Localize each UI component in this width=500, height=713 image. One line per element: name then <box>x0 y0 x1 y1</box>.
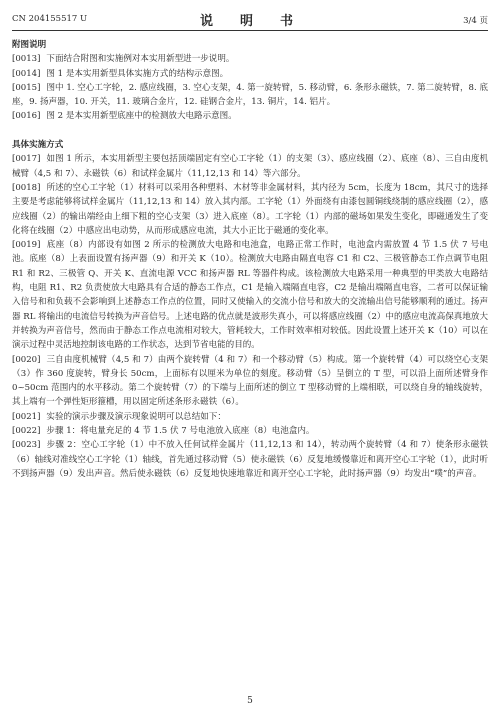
header-divider <box>12 30 488 31</box>
paragraph-number: [0018] <box>12 182 41 193</box>
document-body <box>12 38 488 481</box>
page-info: 3/4 页 <box>463 16 488 26</box>
paragraph-0021 <box>12 410 488 424</box>
paragraph-number: [0022] <box>12 426 41 437</box>
paragraph-number: [0015] <box>12 82 41 93</box>
page-number: 5 <box>247 696 253 706</box>
paragraph-number: [0017] <box>12 154 41 165</box>
paragraph-0014 <box>12 67 488 81</box>
paragraph-0018 <box>12 181 488 238</box>
paragraph-text: 步骤 1：将电量充足的 4 节 1.5 伏 7 号电池放入底座（8）电池盒内。 <box>46 426 315 437</box>
patent-number: CN 204155517 U <box>12 14 88 24</box>
paragraph-number: [0016] <box>12 111 41 122</box>
paragraph-text: 底座（8）内部设有如图 2 所示的检测放大电路和电池盒，电路正常工作时，电池盒内需放置 4 节 1.5 伏 7 号电池。底座（8）上表面设置有扬声器（9）和开关 K（10）。检测放大电路由隔直电容 C1 和 C2、三极管静态工作点调节电阻 R1 和 R2、三极管 Q、开关 K、直流电源 VCC 和扬声器 RL 等器件构成。该检测放大电路采用一种典型的甲类放大电路结构，电阻 R1、R2 负责使放大电路具有合适的静态工作点，C1 是输入端隔直电容，C2 是输出端隔直电容，二者可以保证输入信号和和负载不会影响到上述静态工作点的位置，同时又使输入的交流小信号和放大的交流输出信号能够顺利的通过。扬声器 RL 将输出的电流信号转换为声音信号。上述电路的优点就是波形失真小，可以将感应线圈（2）中的感应电流高保真地放大并转换为声音信号，然而由于静态工作点电流相对较大，管耗较大，工作时效率相对较低。因此设置上述开关 K（10）可以在演示过程中灵活地控制该电路的工作状态，达到节省电能的目的。 <box>12 240 488 351</box>
paragraph-number: [0019] <box>12 240 41 251</box>
paragraph-0023 <box>12 438 488 481</box>
paragraph-number: [0014] <box>12 68 41 79</box>
paragraph-number: [0013] <box>12 54 41 65</box>
paragraph-text: 下面结合附图和实施例对本实用新型进一步说明。 <box>46 54 235 65</box>
paragraph-text: 图中 1. 空心工字轮，2. 感应线圈，3. 空心支架，4. 第一旋转臂，5. 移动臂，6. 条形永磁铁，7. 第二旋转臂，8. 底座，9. 扬声器，10. 开关，11. 玻璃合金片，12. 硅钢合金片，13. 铜片，14. 铝片。 <box>12 82 488 108</box>
paragraph-text: 图 1 是本实用新型具体实施方式的结构示意图。 <box>46 68 229 79</box>
paragraph-0016 <box>12 109 488 123</box>
paragraph-0017 <box>12 152 488 181</box>
section-heading-embodiment: 具体实施方式 <box>12 140 64 151</box>
paragraph-text: 如图 1 所示，本实用新型主要包括顶端固定有空心工字轮（1）的支架（3）、感应线圈（2）、底座（8）、三自由度机械臂（4,5 和 7）、永磁铁（6）和试样金属片（11,12,13 和 14）等六部分。 <box>12 154 488 179</box>
paragraph-0013 <box>12 52 488 66</box>
paragraph-text: 三自由度机械臂（4,5 和 7）由两个旋转臂（4 和 7）和一个移动臂（5）构成。第一个旋转臂（4）可以绕空心支架（3）作 360 度旋转，臂身长 50cm，上面标有以厘米为单位的刻度。移动臂（5）呈倒立的 T 型，可以沿上面所述臂身作 0~50cm 范围内的水平移动。第二个旋转臂（7）的下端与上面所述的倒立 T 型移动臂的上端相联，可以绕自身的轴线旋转，其上端有一个弹性矩形箍槽，用以固定所述条形永磁铁（6）。 <box>12 354 488 408</box>
paragraph-number: [0021] <box>12 411 41 422</box>
section-heading-figures: 附图说明 <box>12 40 47 50</box>
paragraph-0019 <box>12 238 488 352</box>
paragraph-0020 <box>12 353 488 410</box>
paragraph-text: 所述的空心工字轮（1）材料可以采用各种塑料、木材等非金属材料，其内径为 5cm，长度为 18cm，其尺寸的选择主要是考虑能够将试样金属片（11,12,13 和 14）放入其内部。工字轮（1）外面绕有由漆包圆铜线绕制的感应线圈（2），感应线圈（2）的输出端经由上细下粗的空心支架（3）进入底座（8）。工字轮（1）内部的磁场如果发生变化，即磁通发生了变化将在线圈（2）中感应出电动势，从而形成感应电流，其大小正比于磁通的变化率。 <box>12 182 488 236</box>
paragraph-text: 实验的演示步骤及演示现象说明可以总结如下： <box>46 411 226 422</box>
section-spacer <box>12 124 488 138</box>
paragraph-text: 图 2 是本实用新型底座中的检测放大电路示意图。 <box>46 111 237 122</box>
document-title: 说 明 书 <box>199 14 300 29</box>
paragraph-number: [0020] <box>12 354 41 365</box>
paragraph-number: [0023] <box>12 440 41 451</box>
paragraph-0015 <box>12 81 488 110</box>
paragraph-text: 步骤 2：空心工字轮（1）中不放入任何试样金属片（11,12,13 和 14），转动两个旋转臂（4 和 7）使条形永磁铁（6）轴线对准线空心工字轮（1）轴线，首先通过移动臂（5）使永磁铁（6）反复地缓慢靠近和离开空心工字轮（1），此时听不到扬声器（9）发出声音。然后使永磁铁（6）反复地快速地靠近和离开空心工字轮，此时扬声器（9）均发出“噗”的声音。 <box>12 440 488 479</box>
paragraph-0022 <box>12 424 488 438</box>
page-header <box>12 10 488 30</box>
